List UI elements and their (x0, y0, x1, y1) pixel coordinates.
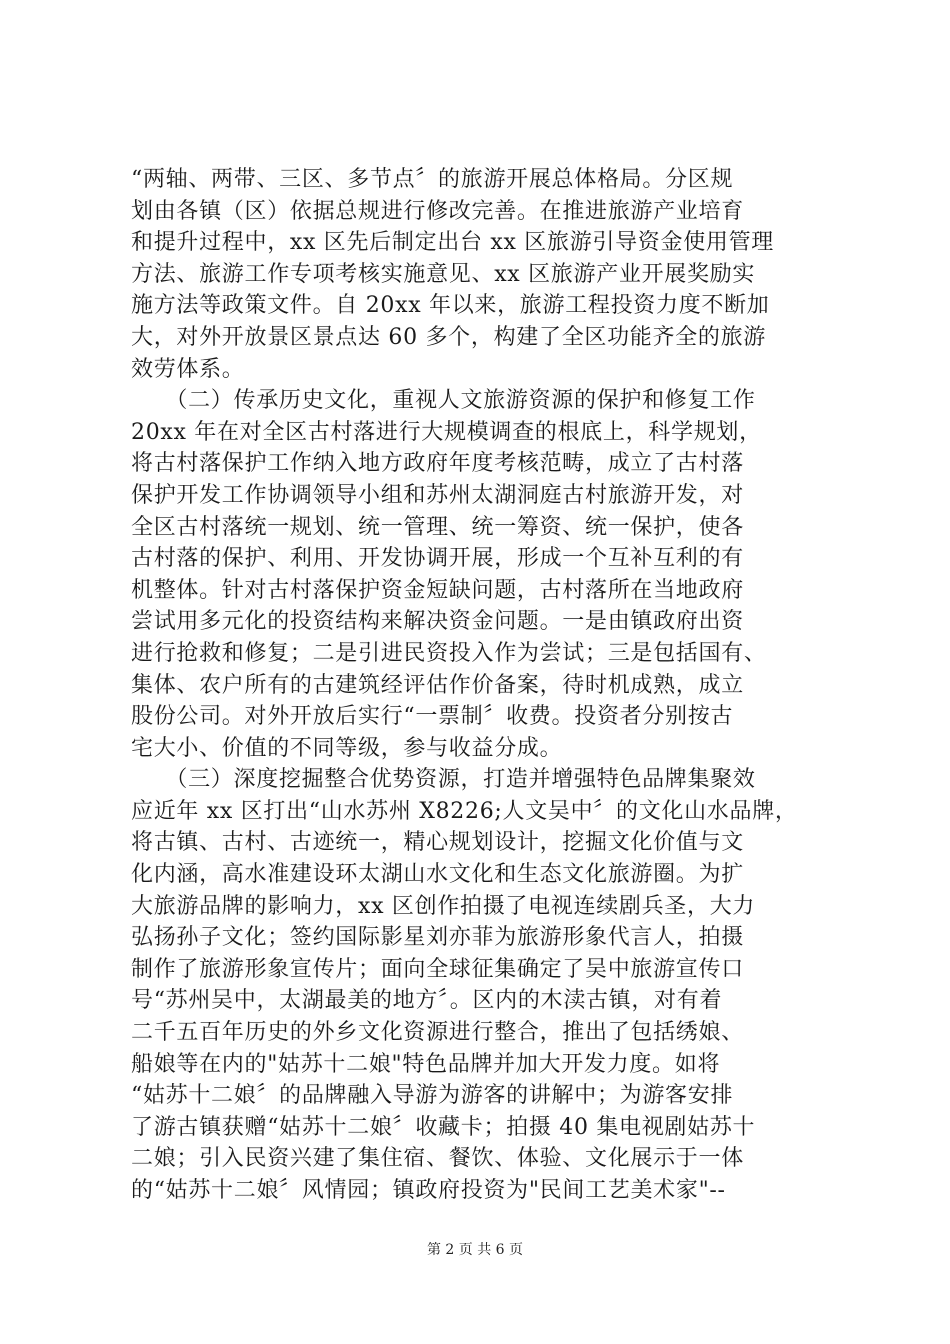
text-line: 和提升过程中，xx 区先后制定出台 xx 区旅游引导资金使用管理 (131, 230, 775, 256)
text-line: 二娘；引入民资兴建了集住宿、餐饮、体验、文化展示于一体 (131, 1146, 744, 1172)
text-line: 船娘等在内的"姑苏十二娘"特色品牌并加大开发力度。如将 (131, 1051, 721, 1077)
text-line: 大旅游品牌的影响力，xx 区创作拍摄了电视连续剧兵圣，大力 (131, 893, 756, 919)
text-line: 号“苏州吴中，太湖最美的地方〞。区内的木渎古镇，对有着 (131, 988, 723, 1014)
text-line: 保护开发工作协调领导小组和苏州太湖洞庭古村旅游开发，对 (131, 482, 744, 508)
text-line: 二千五百年历史的外乡文化资源进行整合，推出了包括绣娘、 (131, 1020, 744, 1046)
text-line: 划由各镇（区）依据总规进行修改完善。在推进旅游产业培育 (131, 198, 744, 224)
text-line: 化内涵，高水准建设环太湖山水文化和生态文化旅游圈。为扩 (131, 862, 744, 888)
text-line: 施方法等政策文件。自 20xx 年以来，旅游工程投资力度不断加 (131, 293, 770, 319)
text-line: 集体、农户所有的古建筑经评估作价备案，待时机成熟，成立 (131, 672, 744, 698)
text-line: 尝试用多元化的投资结构来解决资金问题。一是由镇政府出资 (131, 609, 744, 635)
body-text (131, 164, 821, 1207)
text-line: 20xx 年在对全区古村落进行大规模调查的根底上，科学规划， (131, 419, 762, 445)
text-line: 应近年 xx 区打出“山水苏州 X8226;人文吴中〞的文化山水品牌， (131, 798, 798, 824)
text-line: 效劳体系。 (131, 356, 245, 382)
text-line: “两轴、两带、三区、多节点〞的旅游开展总体格局。分区规 (131, 167, 734, 192)
text-line: 制作了旅游形象宣传片；面向全球征集确定了吴中旅游宣传口 (131, 956, 744, 982)
text-line: 大，对外开放景区景点达 60 多个，构建了全区功能齐全的旅游 (131, 324, 766, 350)
text-line: 了游古镇获赠“姑苏十二娘〞收藏卡；拍摄 40 集电视剧姑苏十 (131, 1114, 756, 1140)
text-line: （二）传承历史文化，重视人文旅游资源的保护和修复工作 (131, 388, 756, 414)
text-line: 机整体。针对古村落保护资金短缺问题，古村落所在当地政府 (131, 577, 744, 603)
text-line: 弘扬孙子文化；签约国际影星刘亦菲为旅游形象代言人，拍摄 (131, 925, 744, 951)
text-line: “姑苏十二娘〞的品牌融入导游为游客的讲解中；为游客安排 (131, 1083, 734, 1109)
text-line: 古村落的保护、利用、开发协调开展，形成一个互补互利的有 (131, 546, 744, 572)
text-line: 的“姑苏十二娘〞风情园；镇政府投资为"民间工艺美术家"-- (131, 1178, 726, 1203)
text-line: 将古村落保护工作纳入地方政府年度考核范畴，成立了古村落 (131, 451, 744, 477)
text-line: 宅大小、价值的不同等级，参与收益分成。 (131, 735, 563, 761)
text-line: 全区古村落统一规划、统一管理、统一筹资、统一保护，使各 (131, 514, 744, 540)
text-line: 股份公司。对外开放后实行“一票制〞收费。投资者分别按古 (131, 704, 734, 730)
text-line: 进行抢救和修复；二是引进民资投入作为尝试；三是包括国有、 (131, 640, 767, 666)
page-footer: 第 2 页 共 6 页 (426, 1242, 524, 1258)
text-line: 方法、旅游工作专项考核实施意见、xx 区旅游产业开展奖励实 (131, 261, 756, 287)
text-line: 将古镇、古村、古迹统一，精心规划设计，挖掘文化价值与文 (131, 830, 744, 856)
text-line: （三）深度挖掘整合优势资源，打造并增强特色品牌集聚效 (131, 767, 756, 793)
